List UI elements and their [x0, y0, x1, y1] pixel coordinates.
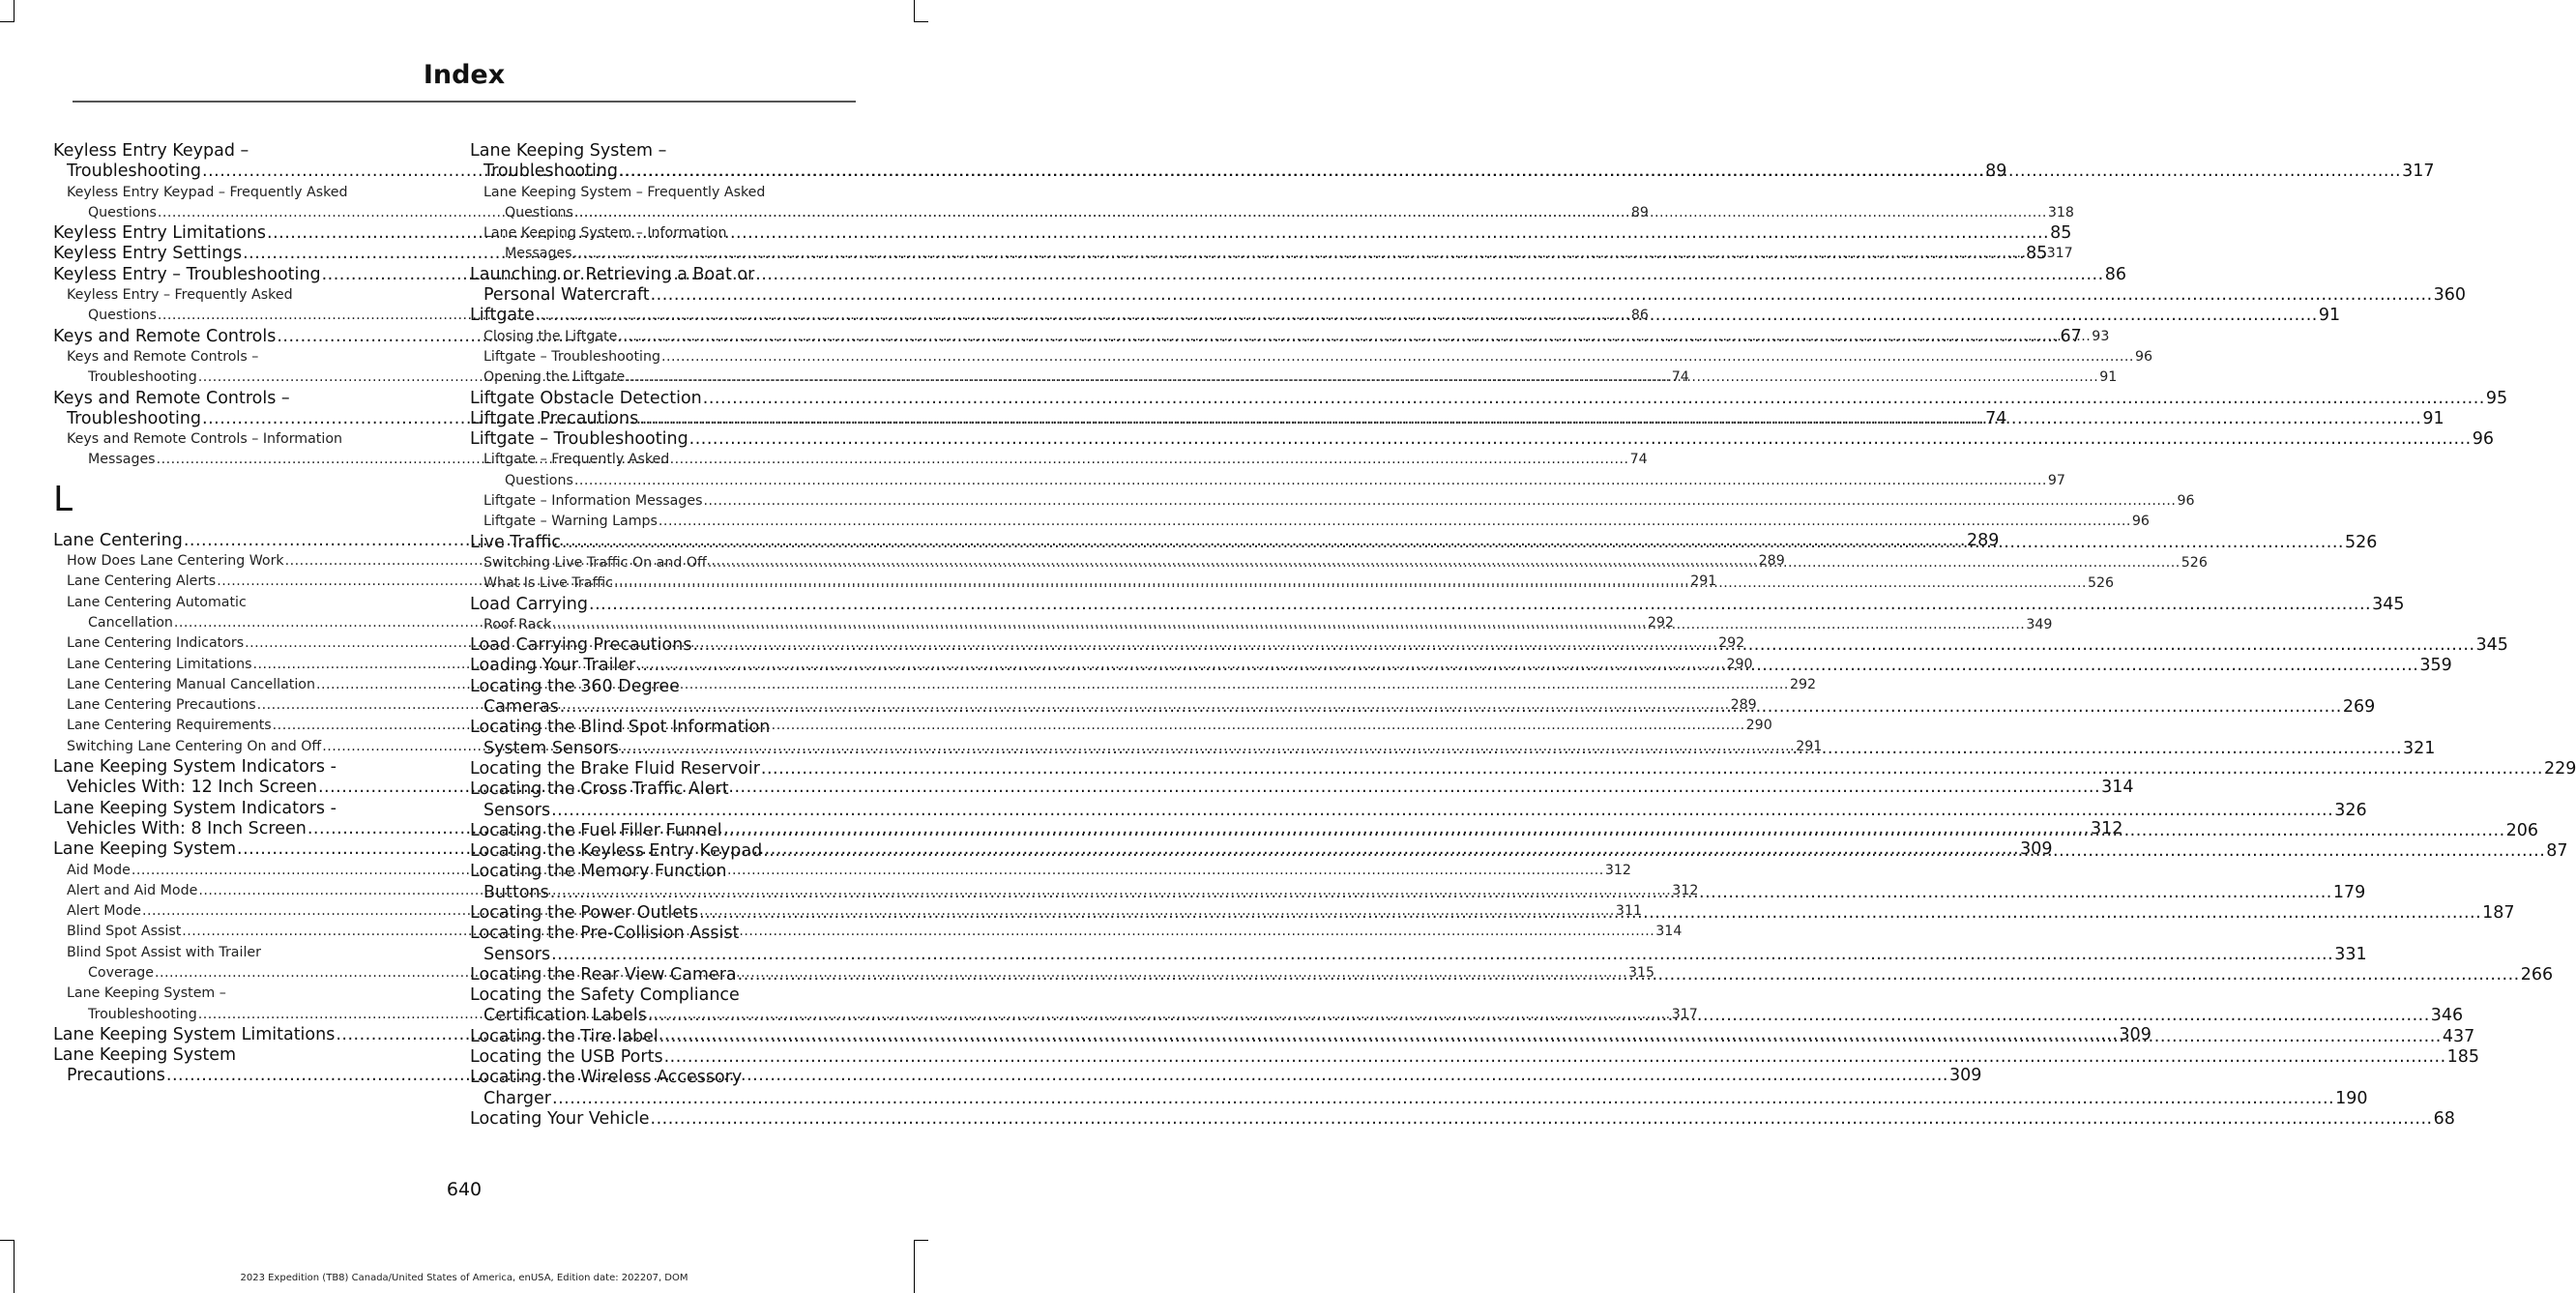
- entry-page-number: 289: [1758, 553, 1785, 570]
- entry-title: Lane Keeping System Limitations: [53, 1024, 336, 1044]
- index-entry[interactable]: [470, 594, 2405, 615]
- entry-page-number: 526: [2181, 554, 2208, 571]
- entry-title: Locating the Keyless Entry Keypad: [470, 841, 763, 862]
- entry-title: Vehicles With: 12 Inch Screen: [67, 778, 317, 798]
- entry-title: Precautions: [67, 1066, 165, 1086]
- entry-page-number: 312: [1604, 862, 1631, 878]
- entry-title: Liftgate: [470, 306, 535, 326]
- entry-page-number: 91: [2318, 306, 2341, 326]
- entry-page-number: 67: [2060, 326, 2082, 346]
- entry-page-number: 321: [2403, 738, 2436, 758]
- entry-title: Vehicles With: 8 Inch Screen: [67, 818, 307, 838]
- entry-page-number: 89: [1630, 204, 1649, 220]
- entry-page-number: 290: [1745, 718, 1772, 734]
- dot-leader: [182, 922, 1654, 942]
- entry-title: Troubleshooting: [67, 408, 202, 428]
- dot-leader: [664, 1047, 2446, 1068]
- entry-title: Liftgate Obstacle Detection: [470, 388, 702, 408]
- entry-title: Messages: [88, 452, 156, 468]
- entry-page-number: 314: [2101, 778, 2134, 798]
- entry-title: Troubleshooting: [483, 162, 619, 182]
- entry-title: Sensors: [483, 944, 551, 964]
- entry-title: Lane Centering Alerts: [67, 573, 217, 590]
- entry-page-number: 266: [2520, 964, 2554, 984]
- index-entry[interactable]: [470, 388, 2508, 409]
- entry-page-number: 289: [1966, 530, 2000, 550]
- entry-title: Questions: [505, 204, 573, 220]
- dot-leader: [551, 945, 2333, 965]
- entry-page-number: 86: [2104, 264, 2126, 284]
- entry-title-first-line: Liftgate – Frequently Asked: [483, 452, 670, 468]
- entry-title: Lane Keeping System: [53, 839, 237, 860]
- entry-title: Locating the Power Outlets: [470, 902, 699, 923]
- entry-page-number: 86: [1630, 308, 1649, 324]
- entry-page-number: 96: [2134, 348, 2152, 365]
- entry-title: Troubleshooting: [88, 369, 197, 386]
- entry-page-number: 185: [2446, 1047, 2480, 1068]
- entry-title: Keyless Entry – Troubleshooting: [53, 264, 321, 284]
- dot-leader: [689, 429, 2472, 450]
- entry-title-first-line: Lane Centering Automatic: [67, 594, 247, 610]
- entry-page-number: 345: [2475, 635, 2508, 656]
- entry-title-first-line: Keyless Entry Keypad – Frequently Asked: [67, 184, 348, 200]
- entry-title-first-line: Lane Keeping System: [53, 1045, 237, 1066]
- entry-page-number: 315: [1627, 964, 1655, 981]
- entry-page-number: 229: [2544, 758, 2576, 779]
- dot-leader: [636, 656, 2418, 676]
- entry-page-number: 292: [1718, 635, 1745, 652]
- entry-title: Sensors: [483, 800, 551, 820]
- entry-title: Questions: [88, 308, 157, 324]
- crop-mark-bottom-right: [914, 1240, 915, 1293]
- entry-page-number: 291: [1690, 573, 1717, 590]
- crop-mark-top-right-h: [914, 21, 928, 22]
- entry-page-number: 290: [1726, 656, 1753, 672]
- entry-title-first-line: Lane Keeping System –: [67, 985, 226, 1002]
- entry-title-first-line: Locating the Pre-Collision Assist: [470, 924, 740, 944]
- dot-leader: [132, 861, 1604, 881]
- entry-page-number: 74: [1671, 369, 1689, 386]
- entry-page-number: 309: [2119, 1024, 2152, 1044]
- dot-leader: [723, 818, 2505, 841]
- dot-leader: [573, 244, 2046, 264]
- entry-title: Locating the USB Ports: [470, 1047, 663, 1068]
- dot-leader: [589, 595, 2371, 615]
- entry-title-first-line: Keyless Entry Keypad –: [53, 141, 249, 161]
- dot-leader: [738, 965, 2520, 985]
- index-section-letter: L: [53, 479, 73, 519]
- page-number: 640: [446, 1179, 483, 1200]
- entry-title: Liftgate – Troubleshooting: [483, 348, 660, 365]
- dot-leader: [659, 512, 2131, 532]
- entry-page-number: 312: [1672, 882, 1699, 898]
- entry-title-first-line: Keys and Remote Controls – Information: [67, 431, 342, 448]
- entry-title: Keyless Entry Limitations: [53, 223, 267, 244]
- entry-title-first-line: Lane Keeping System –: [470, 141, 667, 161]
- entry-title: Liftgate Precautions: [470, 408, 639, 428]
- entry-page-number: 269: [2342, 697, 2376, 718]
- entry-title: Liftgate – Information Messages: [483, 493, 703, 510]
- entry-title-first-line: Locating the Blind Spot Information: [470, 718, 771, 738]
- dot-leader: [574, 203, 2047, 223]
- crop-mark-bottom-left-h: [0, 1240, 15, 1241]
- entry-page-number: 317: [2402, 162, 2435, 182]
- entry-title: Certification Labels: [483, 1006, 647, 1026]
- entry-title: Lane Centering Requirements: [67, 718, 272, 734]
- entry-title: Lane Centering Indicators: [67, 635, 245, 652]
- entry-title: Blind Spot Assist: [67, 924, 182, 940]
- entry-title-first-line: Locating the Memory Function: [470, 862, 727, 882]
- dot-leader: [619, 162, 2401, 182]
- entry-title: Alert Mode: [67, 903, 141, 920]
- dot-leader: [692, 635, 2474, 656]
- entry-title-first-line: Keys and Remote Controls –: [67, 348, 259, 365]
- entry-title: Live Traffic: [470, 532, 561, 552]
- dot-leader: [699, 903, 2481, 924]
- entry-title: Cameras: [483, 697, 559, 718]
- entry-title-first-line: Keyless Entry – Frequently Asked: [67, 287, 293, 304]
- entry-page-number: 317: [1671, 1006, 1698, 1022]
- entry-title: Aid Mode: [67, 862, 131, 878]
- entry-page-number: 317: [2046, 246, 2073, 262]
- index-entry[interactable]: [470, 429, 2495, 450]
- title-rule: [73, 101, 856, 103]
- entry-title-first-line: Locating the Safety Compliance: [470, 985, 740, 1006]
- entry-page-number: 312: [2090, 818, 2123, 838]
- page-title: Index: [423, 60, 506, 90]
- entry-page-number: 289: [1730, 697, 1757, 714]
- dot-leader: [708, 553, 2181, 573]
- entry-page-number: 309: [2020, 839, 2053, 860]
- crop-mark-bottom-right-h: [914, 1240, 928, 1241]
- footer-text: 2023 Expedition (TB8) Canada/United States of America, enUSA, Edition date: 202207, DOM: [240, 1273, 688, 1283]
- entry-title-first-line: Lane Keeping System Indicators -: [53, 798, 337, 818]
- entry-title-first-line: Launching or Retrieving a Boat or: [470, 264, 755, 284]
- dot-leader: [703, 491, 2176, 512]
- entry-page-number: 437: [2442, 1026, 2475, 1046]
- dot-leader: [551, 801, 2333, 821]
- entry-title: Messages: [505, 246, 572, 262]
- entry-title: Lane Centering Manual Cancellation: [67, 676, 315, 692]
- entry-title: Alert and Aid Mode: [67, 882, 198, 898]
- entry-page-number: 314: [1655, 924, 1683, 940]
- entry-page-number: 360: [2433, 285, 2467, 306]
- dot-leader: [552, 615, 2025, 635]
- entry-title: Buttons: [483, 882, 549, 902]
- entry-page-number: 89: [1985, 162, 2007, 182]
- dot-leader: [639, 409, 2421, 429]
- entry-title: Troubleshooting: [88, 1006, 197, 1022]
- entry-title: Switching Lane Centering On and Off: [67, 738, 322, 754]
- index-subentry[interactable]: [470, 491, 2195, 512]
- entry-title-first-line: Lane Keeping System Indicators -: [53, 757, 337, 778]
- entry-title: Charger: [483, 1088, 551, 1108]
- entry-title: Keyless Entry Settings: [53, 244, 243, 264]
- entry-title: What Is Live Traffic: [483, 575, 613, 592]
- entry-page-number: 85: [2050, 223, 2072, 244]
- dot-leader: [648, 1006, 2430, 1026]
- entry-page-number: 349: [2026, 616, 2053, 632]
- entry-page-number: 85: [2026, 244, 2048, 264]
- entry-title: Roof Rack: [483, 616, 552, 632]
- entry-title: Lane Centering Limitations: [67, 656, 252, 672]
- crop-mark-top-right: [914, 0, 915, 21]
- entry-title: Questions: [88, 204, 157, 220]
- dot-leader: [560, 697, 2342, 718]
- entry-page-number: 91: [2422, 408, 2444, 428]
- entry-page-number: 311: [1615, 903, 1643, 920]
- dot-leader: [614, 573, 2087, 594]
- entry-page-number: 359: [2419, 656, 2452, 676]
- dot-leader: [761, 759, 2543, 779]
- entry-title: Locating the Fuel Filler Funnel: [470, 820, 722, 840]
- dot-leader: [550, 883, 2332, 903]
- dot-leader: [763, 841, 2545, 862]
- entry-page-number: 309: [1948, 1066, 1982, 1086]
- entry-title-first-line: Locating the Wireless Accessory: [470, 1068, 743, 1088]
- entry-page-number: 93: [2092, 328, 2110, 344]
- dot-leader: [620, 739, 2402, 759]
- entry-title: Locating the Rear View Camera: [470, 964, 737, 984]
- entry-page-number: 526: [2344, 532, 2378, 552]
- entry-page-number: 95: [2485, 388, 2508, 408]
- entry-page-number: 291: [1796, 738, 1823, 754]
- entry-title: Opening the Liftgate: [483, 369, 626, 386]
- entry-page-number: 68: [2433, 1108, 2455, 1129]
- entry-title: Closing the Liftgate: [483, 328, 618, 344]
- crop-mark-top-left: [14, 0, 15, 21]
- entry-page-number: 345: [2372, 594, 2405, 614]
- entry-title: Liftgate – Warning Lamps: [483, 514, 658, 530]
- entry-title: Switching Live Traffic On and Off: [483, 554, 707, 571]
- entry-page-number: 96: [2131, 514, 2150, 530]
- entry-title-first-line: Blind Spot Assist with Trailer: [67, 944, 261, 960]
- entry-page-number: 74: [1985, 408, 2007, 428]
- entry-title: Questions: [505, 472, 573, 488]
- entry-title-first-line: Lane Keeping System – Frequently Asked: [483, 184, 766, 200]
- dot-leader: [562, 530, 2344, 553]
- entry-title: Lane Centering Precautions: [67, 697, 256, 714]
- entry-page-number: 318: [2047, 204, 2074, 220]
- dot-leader: [166, 1066, 1948, 1086]
- entry-page-number: 74: [1629, 452, 1648, 468]
- entry-title: Locating the Brake Fluid Reservoir: [470, 758, 760, 779]
- dot-leader: [536, 306, 2318, 326]
- entry-page-number: 326: [2334, 800, 2367, 820]
- dot-leader: [626, 367, 2098, 388]
- entry-title: Liftgate – Troubleshooting: [470, 429, 688, 450]
- dot-leader: [661, 347, 2134, 367]
- index-entry[interactable]: [470, 1047, 2480, 1068]
- entry-page-number: 292: [1789, 676, 1817, 692]
- entry-title: Locating Your Vehicle: [470, 1108, 650, 1129]
- crop-mark-top-left-h: [0, 21, 15, 22]
- index-subentry[interactable]: [470, 512, 2150, 532]
- index-subentry[interactable]: [470, 347, 2152, 367]
- entry-title: Coverage: [88, 964, 154, 981]
- entry-title: Troubleshooting: [67, 162, 202, 182]
- entry-title: Locating the Tire label: [470, 1026, 659, 1046]
- entry-title: Load Carrying: [470, 594, 588, 614]
- entry-title: Lane Centering: [53, 530, 183, 550]
- entry-page-number: 96: [2177, 493, 2195, 510]
- entry-title: Personal Watercraft: [483, 285, 650, 306]
- dot-leader: [618, 327, 2091, 347]
- entry-title-first-line: Keys and Remote Controls –: [53, 388, 290, 408]
- entry-page-number: 190: [2335, 1088, 2368, 1108]
- entry-title: How Does Lane Centering Work: [67, 553, 284, 570]
- entry-page-number: 187: [2482, 902, 2515, 923]
- entry-title-first-line: Lane Keeping System – Information: [483, 225, 727, 242]
- entry-page-number: 292: [1647, 614, 1674, 631]
- entry-page-number: 91: [2099, 369, 2118, 386]
- entry-page-number: 87: [2546, 841, 2568, 862]
- dot-leader: [552, 1089, 2334, 1109]
- entry-page-number: 526: [2087, 575, 2115, 592]
- crop-mark-bottom-left: [14, 1240, 15, 1293]
- entry-page-number: 97: [2047, 472, 2065, 488]
- entry-title: Keys and Remote Controls: [53, 326, 277, 346]
- entry-title-first-line: Locating the Cross Traffic Alert: [470, 779, 729, 800]
- entry-title: System Sensors: [483, 738, 619, 758]
- dot-leader: [157, 450, 1629, 470]
- entry-title-first-line: Locating the 360 Degree: [470, 676, 680, 696]
- dot-leader: [651, 285, 2433, 306]
- dot-leader: [574, 471, 2047, 491]
- entry-title: Loading Your Trailer: [470, 656, 636, 676]
- entry-page-number: 96: [2472, 429, 2495, 450]
- entry-page-number: 346: [2430, 1006, 2464, 1026]
- dot-leader: [659, 1024, 2442, 1047]
- entry-title: Cancellation: [88, 614, 173, 631]
- entry-page-number: 206: [2505, 820, 2539, 840]
- index-entry[interactable]: [470, 758, 2576, 779]
- index-entry[interactable]: [470, 1108, 2455, 1130]
- entry-title: Load Carrying Precautions: [470, 635, 692, 656]
- dot-leader: [703, 389, 2485, 409]
- dot-leader: [651, 1109, 2433, 1130]
- entry-page-number: 331: [2334, 944, 2367, 964]
- entry-page-number: 179: [2332, 882, 2366, 902]
